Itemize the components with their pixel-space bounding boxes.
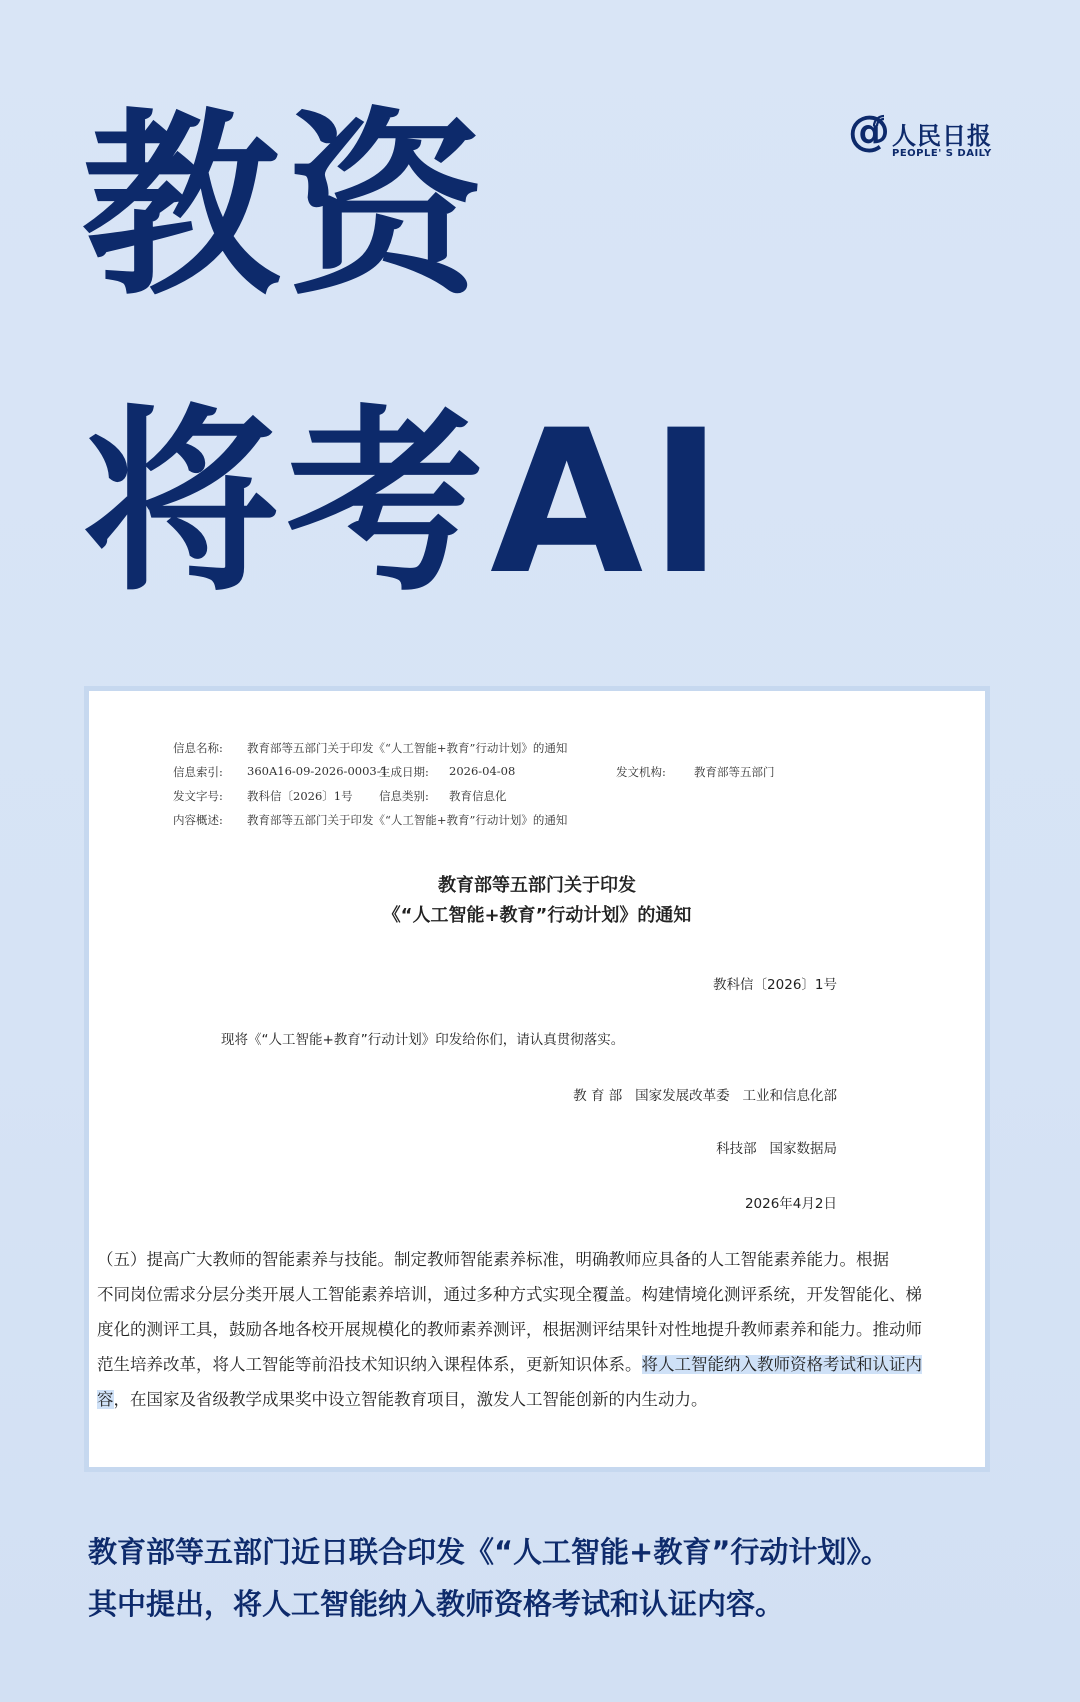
intro-text: 现将《“人工智能+教育”行动计划》印发给你们，请认真贯彻落实。: [221, 1032, 625, 1048]
sign-date: 2026年4月2日: [744, 1196, 837, 1212]
body-line-4: [97, 1351, 922, 1375]
meta-name-value: 教育部等五部门关于印发《“人工智能+教育”行动计划》的通知: [247, 741, 568, 755]
document-title-line-2: 《“人工智能+教育”行动计划》的通知: [382, 905, 692, 926]
body-line-1: （五）提高广大教师的智能素养与技能。制定教师智能素养标准，明确教师应具备的人工智能素养能力。根据: [97, 1250, 889, 1269]
meta-issuer-label: 发文机构:: [616, 765, 666, 779]
headline-line-2: 将考AI: [82, 387, 729, 618]
signers-line-1: 教 育 部 国家发展改革委 工业和信息化部: [573, 1088, 837, 1104]
logo-name-cn: 人民日报: [892, 122, 992, 150]
body-line-4-text: 范生培养改革，将人工智能等前沿技术知识纳入课程体系，更新知识体系。: [97, 1355, 642, 1374]
meta-summary-label: 内容概述:: [173, 813, 223, 827]
signers-line-2: 科技部 国家数据局: [716, 1141, 837, 1157]
meta-date-label: 生成日期:: [379, 765, 429, 779]
signal-wave-icon: [872, 114, 886, 128]
meta-docno-label: 发文字号:: [173, 789, 223, 803]
highlighted-text-part-1: 将人工智能纳入教师资格考试和认证内: [641, 1355, 922, 1374]
meta-index-label: 信息索引:: [173, 765, 223, 779]
document-number: 教科信〔2026〕1号: [713, 977, 837, 993]
body-line-2: 不同岗位需求分层分类开展人工智能素养培训，通过多种方式实现全覆盖。构建情境化测评系统，开发智能化、梯: [97, 1285, 922, 1304]
body-line-5: [97, 1386, 708, 1410]
logo-name-en: PEOPLE' S DAILY: [892, 148, 992, 159]
meta-category-label: 信息类别:: [379, 789, 429, 803]
logo-at-icon: @: [848, 106, 890, 155]
caption-line-2: 其中提出，将人工智能纳入教师资格考试和认证内容。: [88, 1587, 785, 1621]
peoples-daily-logo: [848, 106, 998, 170]
highlighted-text-part-2: 容: [97, 1390, 114, 1409]
headline-line-1: 教资: [82, 91, 490, 322]
meta-index-value: 360A16-09-2026-0003-1: [247, 764, 388, 778]
meta-docno-value: 教科信〔2026〕1号: [247, 789, 353, 803]
caption-line-1: 教育部等五部门近日联合印发《“人工智能+教育”行动计划》。: [88, 1535, 890, 1569]
meta-summary-value: 教育部等五部门关于印发《“人工智能+教育”行动计划》的通知: [247, 813, 568, 827]
document-title-line-1: 教育部等五部门关于印发: [438, 875, 636, 896]
meta-issuer-value: 教育部等五部门: [694, 765, 775, 779]
body-line-3: 度化的测评工具，鼓励各地各校开展规模化的教师素养测评，根据测评结果针对性地提升教师素养和能力。推动师: [97, 1320, 922, 1339]
document-screenshot: [84, 686, 990, 1472]
meta-date-value: 2026-04-08: [449, 764, 516, 778]
meta-category-value: 教育信息化: [449, 789, 507, 803]
body-line-5-text: ，在国家及省级教学成果奖中设立智能教育项目，激发人工智能创新的内生动力。: [113, 1390, 708, 1409]
meta-name-label: 信息名称:: [173, 741, 223, 755]
